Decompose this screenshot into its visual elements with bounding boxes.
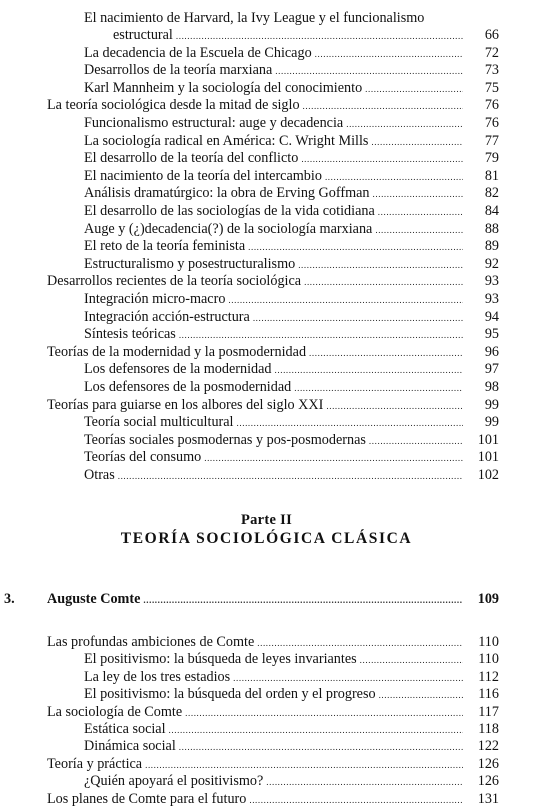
dot-leader xyxy=(274,66,463,76)
dot-leader xyxy=(184,708,463,718)
dot-leader xyxy=(178,330,463,340)
toc-page-number: 101 xyxy=(477,449,499,466)
part-label: Parte II xyxy=(240,512,293,528)
chapter-number: 3. xyxy=(4,591,15,607)
toc-entry-title: Integración acción-estructura xyxy=(84,308,250,325)
toc-page-number: 82 xyxy=(484,185,499,202)
toc-page-number: 92 xyxy=(484,255,499,272)
chapter-title: Auguste Comte xyxy=(47,591,141,607)
toc-entry-title: Funcionalismo estructural: auge y decadencia xyxy=(84,115,344,131)
toc-page-number: 131 xyxy=(477,790,499,807)
toc-page-number: 76 xyxy=(484,115,499,131)
chapter-entry[interactable] xyxy=(0,591,533,611)
part-title: TEORÍA SOCIOLÓGICA CLÁSICA xyxy=(120,530,413,547)
toc-entry-title: Los defensores de la modernidad xyxy=(84,361,272,378)
dot-leader xyxy=(265,777,463,787)
toc-entry-title: El positivismo: la búsqueda de leyes invariantes xyxy=(84,651,357,668)
dot-leader xyxy=(256,638,463,648)
toc-page-number: 126 xyxy=(477,755,499,772)
toc-entry-title: Dinámica social xyxy=(84,738,176,755)
dot-leader xyxy=(252,313,463,323)
toc-entry-title: Teoría social multicultural xyxy=(84,414,234,431)
dot-leader xyxy=(303,277,463,287)
toc-entry-title: Teorías sociales posmodernas y pos-posmodernas xyxy=(84,431,366,448)
dot-leader xyxy=(345,119,463,129)
dot-leader xyxy=(178,742,463,752)
dot-leader xyxy=(274,365,463,375)
toc-entry-title: Integración micro-macro xyxy=(84,291,226,307)
dot-leader xyxy=(232,673,463,683)
dot-leader xyxy=(359,655,463,665)
toc-page-number: 76 xyxy=(484,97,499,114)
toc-entry-title: Estructuralismo y posestructuralismo xyxy=(84,255,296,272)
toc-entry-title: ¿Quién apoyará el positivismo? xyxy=(84,773,264,790)
toc-page-number: 126 xyxy=(477,773,499,790)
dot-leader xyxy=(203,453,463,463)
toc-entry-title: Auge y (¿)decadencia(?) de la sociología marxiana xyxy=(84,220,373,237)
dot-leader xyxy=(368,436,463,446)
dot-leader xyxy=(227,295,463,305)
toc-page-number: 73 xyxy=(484,62,499,79)
toc-entry-title: El nacimiento de la teoría del intercambio xyxy=(84,167,322,184)
toc-page-number: 117 xyxy=(478,703,499,720)
dot-leader xyxy=(144,760,463,770)
dot-leader xyxy=(370,137,463,147)
toc-entry-title: Teoría y práctica xyxy=(47,755,143,772)
toc-entry-title: Desarrollos de la teoría marxiana xyxy=(84,62,273,79)
toc-entry-title: La ley de los tres estadios xyxy=(84,668,231,685)
toc-page-number: 77 xyxy=(484,132,499,149)
toc-page-number: 84 xyxy=(484,203,499,219)
toc-entry-title: Estática social xyxy=(84,721,166,737)
toc-entry-title: Las profundas ambiciones de Comte xyxy=(47,634,255,650)
toc-page-number: 88 xyxy=(484,220,499,237)
toc-entry-title: El reto de la teoría feminista xyxy=(84,238,246,255)
dot-leader xyxy=(142,595,463,605)
toc-page-number: 112 xyxy=(478,668,499,685)
toc-entry-title: La teoría sociológica desde la mitad de siglo xyxy=(47,97,300,114)
toc-page-number: 99 xyxy=(484,414,499,431)
toc-entry-title: Los defensores de la posmodernidad xyxy=(84,379,292,395)
toc-entry-title: Teorías del consumo xyxy=(84,449,202,466)
toc-entry-title: La sociología radical en América: C. Wright Mills xyxy=(84,132,369,149)
toc-entry-title: La sociología de Comte xyxy=(47,703,183,720)
dot-leader xyxy=(247,242,463,252)
toc-entry-title: estructural xyxy=(113,27,173,43)
toc-entry-title: El nacimiento de Harvard, la Ivy League y el funcionalismo xyxy=(84,10,425,26)
dot-leader xyxy=(372,189,463,199)
toc-page-number: 122 xyxy=(477,738,499,755)
toc-page-number: 89 xyxy=(484,238,499,255)
toc-page-number: 116 xyxy=(478,686,499,703)
chapter-page-number: 109 xyxy=(477,591,499,607)
dot-leader xyxy=(314,49,463,59)
toc-page-number: 118 xyxy=(478,721,499,737)
toc-page-number: 97 xyxy=(484,361,499,378)
toc-subsection-entry[interactable] xyxy=(0,467,533,487)
dot-leader xyxy=(297,260,463,270)
toc-page-number: 66 xyxy=(484,27,499,43)
toc-page-number: 98 xyxy=(484,379,499,395)
toc-entry-title: El positivismo: la búsqueda del orden y el progreso xyxy=(84,686,376,703)
toc-entry-title: El desarrollo de las sociologías de la vida cotidiana xyxy=(84,203,375,219)
toc-page-number: 93 xyxy=(484,273,499,290)
toc-page-number: 96 xyxy=(484,343,499,360)
toc-page-number: 72 xyxy=(484,44,499,61)
dot-leader xyxy=(364,84,463,94)
dot-leader xyxy=(308,348,463,358)
toc-page-number: 99 xyxy=(484,396,499,413)
toc-page-number: 94 xyxy=(484,308,499,325)
dot-leader xyxy=(302,101,463,111)
toc-page-number: 75 xyxy=(484,79,499,96)
toc-page-number: 102 xyxy=(477,467,499,483)
toc-page-number: 110 xyxy=(478,634,499,650)
dot-leader xyxy=(374,225,463,235)
dot-leader xyxy=(117,471,463,481)
toc-page-number: 79 xyxy=(484,150,499,167)
toc-entry-title: Teorías de la modernidad y la posmodernidad xyxy=(47,343,307,360)
dot-leader xyxy=(300,154,463,164)
toc-section-entry[interactable] xyxy=(0,791,533,811)
toc-entry-title: Karl Mannheim y la sociología del conocimiento xyxy=(84,79,363,96)
toc-page-number: 93 xyxy=(484,291,499,307)
toc-entry-title: Análisis dramatúrgico: la obra de Erving Goffman xyxy=(84,185,370,202)
toc-page-number: 101 xyxy=(477,431,499,448)
toc-entry-title: Teorías para guiarse en los albores del siglo XXI xyxy=(47,396,324,413)
toc-page-number: 110 xyxy=(478,651,499,668)
dot-leader xyxy=(324,172,463,182)
toc-entry-title: El desarrollo de la teoría del conflicto xyxy=(84,150,299,167)
dot-leader xyxy=(377,207,463,217)
dot-leader xyxy=(236,418,463,428)
toc-entry-title: Otras xyxy=(84,467,115,483)
part-heading xyxy=(0,512,533,548)
dot-leader xyxy=(325,401,463,411)
toc-entry-title: Desarrollos recientes de la teoría sociológica xyxy=(47,273,302,290)
dot-leader xyxy=(168,725,463,735)
toc-entry-title: La decadencia de la Escuela de Chicago xyxy=(84,44,312,61)
toc-entry-title: Los planes de Comte para el futuro xyxy=(47,790,247,807)
toc-entry-title: Síntesis teóricas xyxy=(84,326,176,343)
dot-leader xyxy=(175,31,463,41)
toc-page-number: 81 xyxy=(484,167,499,184)
toc-page-number: 95 xyxy=(484,326,499,343)
dot-leader xyxy=(293,383,463,393)
dot-leader xyxy=(378,690,463,700)
